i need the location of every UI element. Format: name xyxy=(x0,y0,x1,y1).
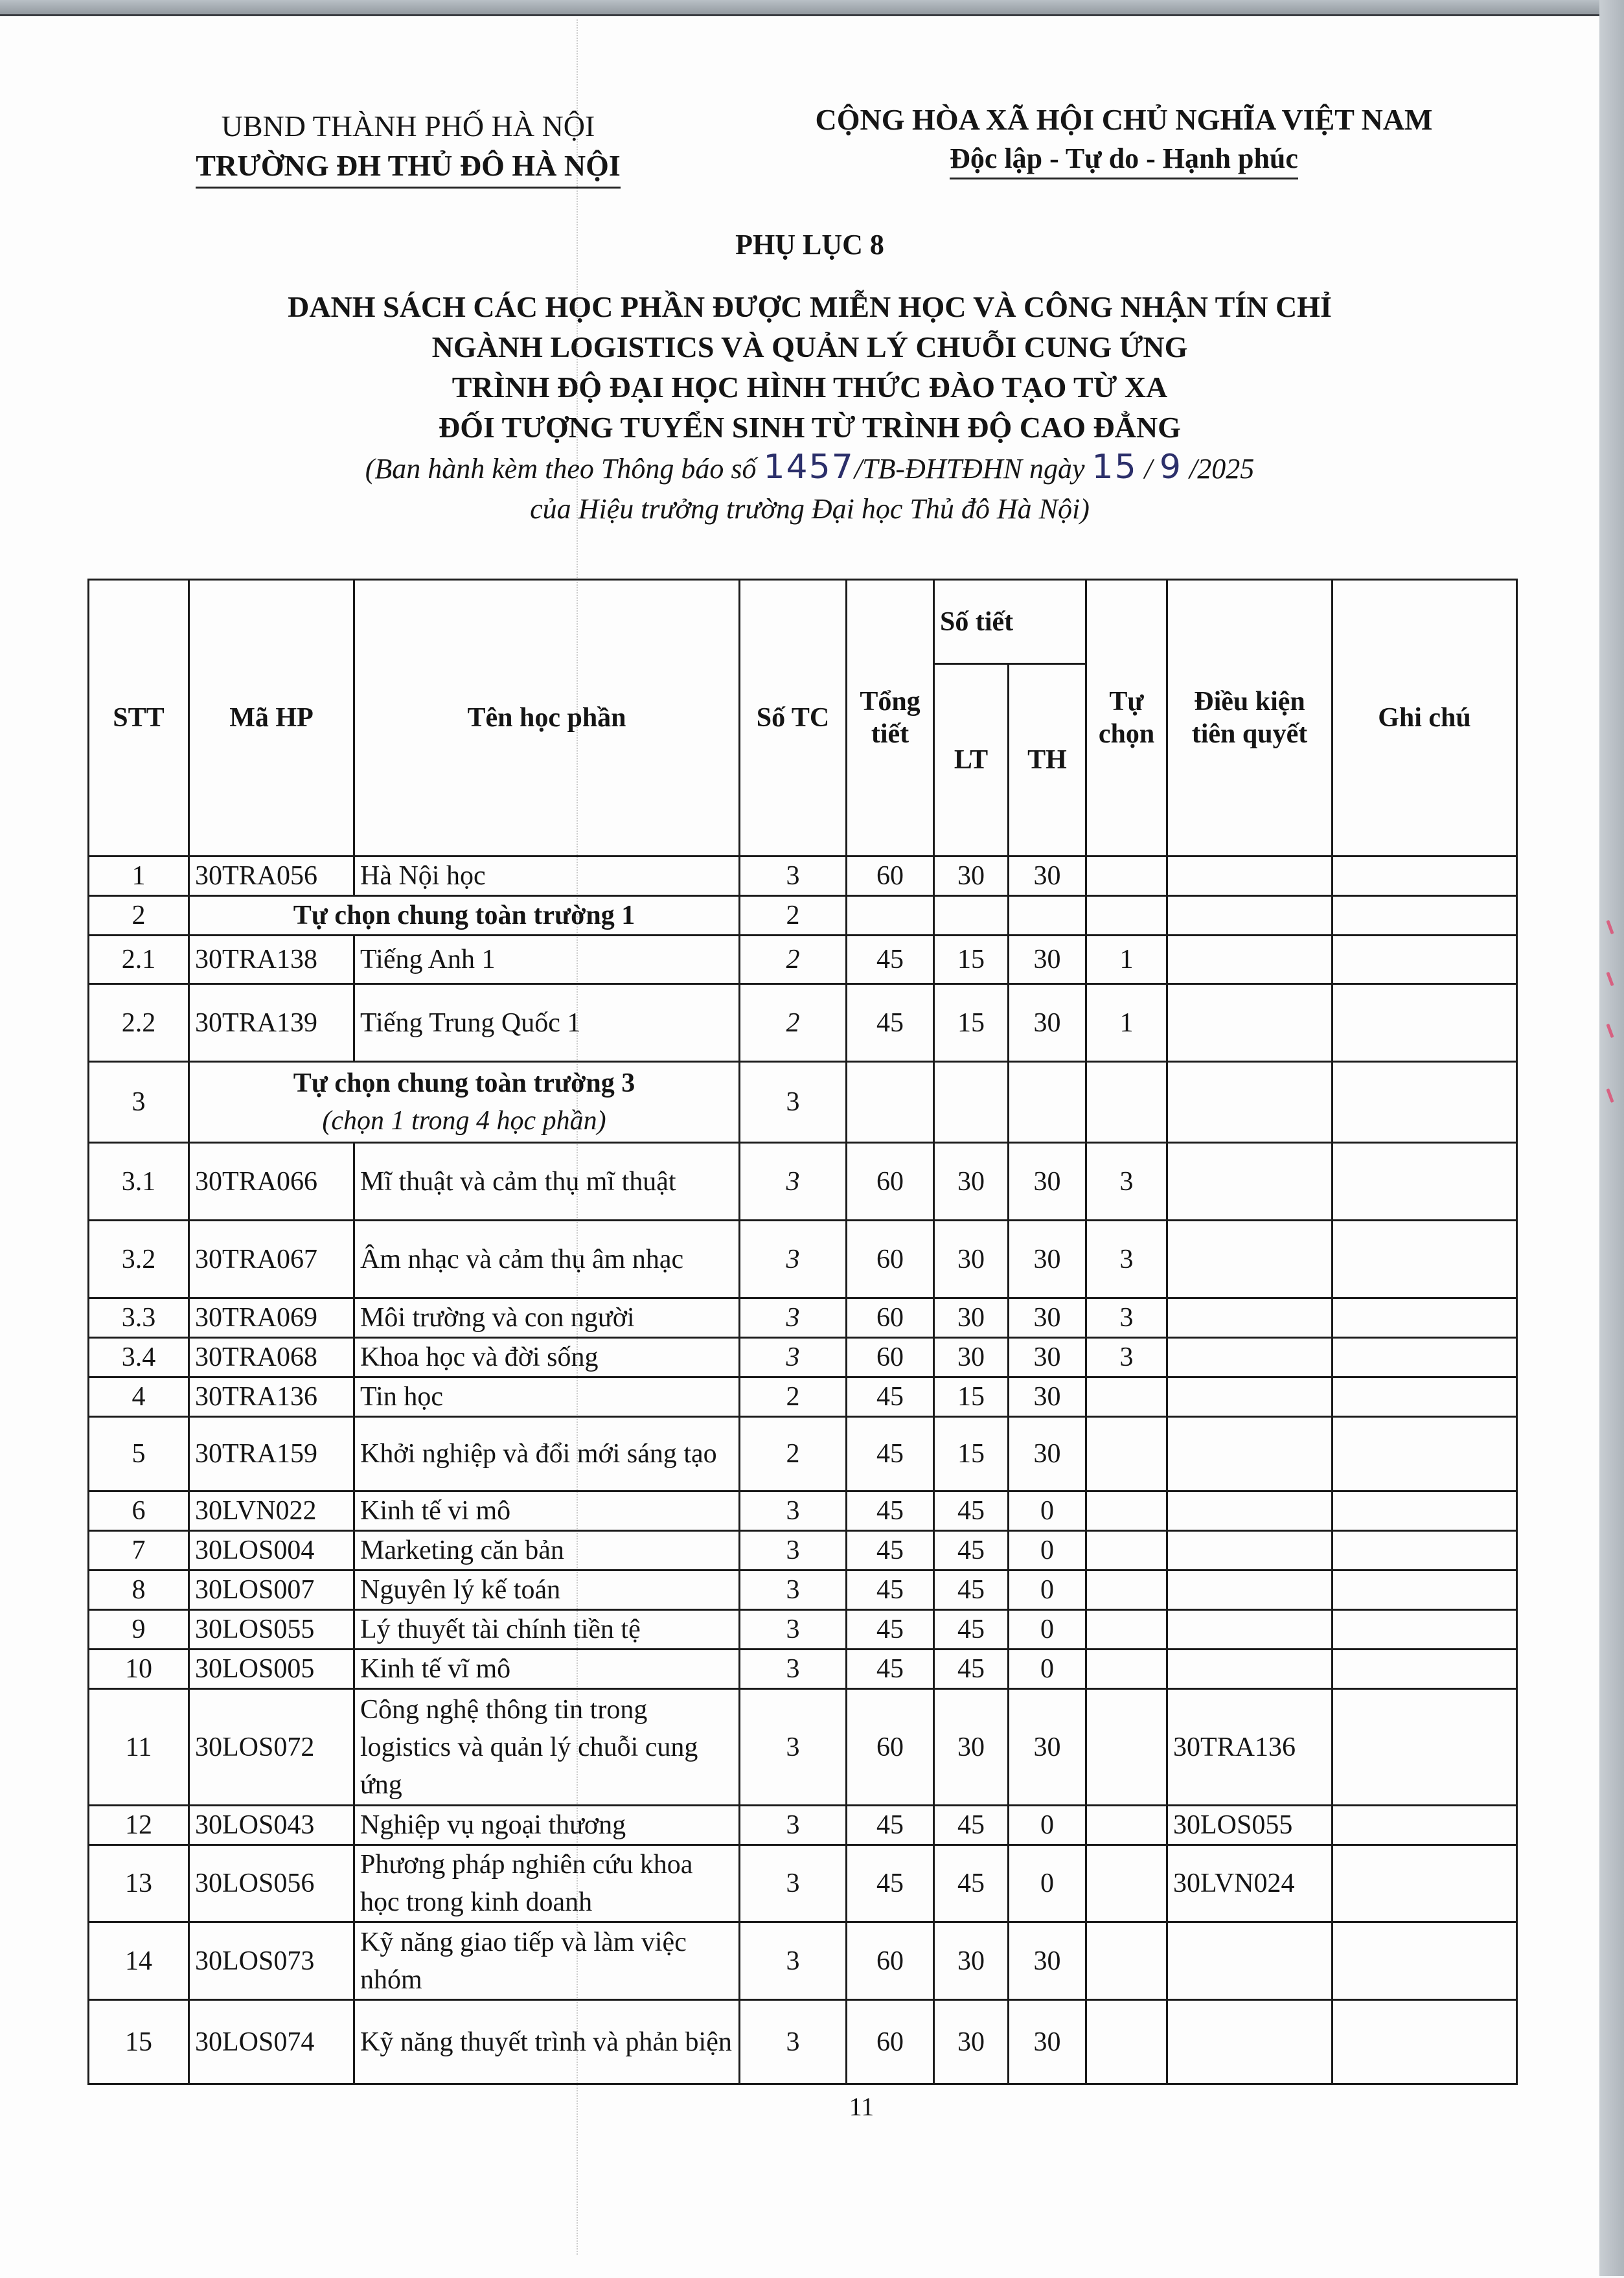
cell-lt: 45 xyxy=(934,1845,1009,1922)
table-row xyxy=(89,857,1517,896)
issued-line-2: của Hiệu trưởng trường Đại học Thủ đô Hà Nội) xyxy=(530,493,1090,525)
cell-lt: 30 xyxy=(934,1338,1009,1377)
cell-elective xyxy=(1086,1377,1167,1417)
cell-total: 60 xyxy=(847,1221,934,1298)
cell-prereq xyxy=(1167,896,1332,936)
cell-credits: 2 xyxy=(740,896,847,936)
national-motto xyxy=(758,102,1490,179)
cell-lt: 45 xyxy=(934,1570,1009,1610)
issuance-note xyxy=(194,447,1425,529)
header-th: TH xyxy=(1009,664,1086,857)
cell-credits: 3 xyxy=(740,857,847,896)
cell-total: 45 xyxy=(847,1610,934,1650)
cell-stt: 12 xyxy=(89,1806,189,1845)
cell-stt: 3.4 xyxy=(89,1338,189,1377)
cell-prereq xyxy=(1167,984,1332,1062)
cell-prereq xyxy=(1167,1570,1332,1610)
cell-total: 45 xyxy=(847,1491,934,1531)
cell-credits: 3 xyxy=(740,1806,847,1845)
header-code: Mã HP xyxy=(189,580,354,857)
cell-code: 30TRA069 xyxy=(189,1298,354,1338)
cell-name: Nghiệp vụ ngoại thương xyxy=(354,1806,740,1845)
cell-stt: 14 xyxy=(89,1922,189,2000)
cell-th: 0 xyxy=(1009,1531,1086,1570)
cell-code: 30LOS072 xyxy=(189,1689,354,1806)
cell-elective xyxy=(1086,1650,1167,1689)
cell-lt: 30 xyxy=(934,1143,1009,1221)
cell-th: 30 xyxy=(1009,1221,1086,1298)
cell-th: 30 xyxy=(1009,857,1086,896)
cell-name: Phương pháp nghiên cứu khoa học trong kinh doanh xyxy=(354,1845,740,1922)
header-lt: LT xyxy=(934,664,1009,857)
cell-note xyxy=(1332,1491,1517,1531)
cell-total: 45 xyxy=(847,1417,934,1491)
table-row xyxy=(89,1845,1517,1922)
cell-stt: 1 xyxy=(89,857,189,896)
cell-code: 30LOS074 xyxy=(189,2000,354,2084)
cell-prereq xyxy=(1167,1143,1332,1221)
cell-prereq xyxy=(1167,1417,1332,1491)
cell-lt: 45 xyxy=(934,1531,1009,1570)
group-title: Tự chọn chung toàn trường 1 xyxy=(293,901,635,930)
cell-group-title xyxy=(189,896,740,936)
cell-elective: 3 xyxy=(1086,1143,1167,1221)
cell-name: Lý thuyết tài chính tiền tệ xyxy=(354,1610,740,1650)
cell-credits: 3 xyxy=(740,1689,847,1806)
cell-th: 0 xyxy=(1009,1610,1086,1650)
cell-code: 30TRA066 xyxy=(189,1143,354,1221)
cell-th: 30 xyxy=(1009,1417,1086,1491)
cell-prereq xyxy=(1167,1298,1332,1338)
cell-name: Khởi nghiệp và đổi mới sáng tạo xyxy=(354,1417,740,1491)
cell-stt: 13 xyxy=(89,1845,189,1922)
cell-total: 45 xyxy=(847,984,934,1062)
cell-code: 30TRA138 xyxy=(189,936,354,984)
cell-code: 30LOS007 xyxy=(189,1570,354,1610)
issued-year: /2025 xyxy=(1189,453,1255,485)
course-table xyxy=(87,579,1518,2085)
table-row xyxy=(89,1143,1517,1221)
authority-line-2: TRƯỜNG ĐH THỦ ĐÔ HÀ NỘI xyxy=(196,148,621,189)
cell-stt: 2 xyxy=(89,896,189,936)
cell-stt: 6 xyxy=(89,1491,189,1531)
cell-credits: 2 xyxy=(740,984,847,1062)
cell-code: 30TRA139 xyxy=(189,984,354,1062)
motto: Độc lập - Tự do - Hạnh phúc xyxy=(950,142,1298,179)
table-row xyxy=(89,1689,1517,1806)
document-title xyxy=(194,228,1425,448)
cell-name: Tiếng Anh 1 xyxy=(354,936,740,984)
cell-elective: 3 xyxy=(1086,1298,1167,1338)
cell-group-title xyxy=(189,1062,740,1143)
issuing-authority xyxy=(162,109,654,189)
cell-name: Hà Nội học xyxy=(354,857,740,896)
cell-code: 30TRA056 xyxy=(189,857,354,896)
header-elective: Tự chọn xyxy=(1086,580,1167,857)
cell-stt: 8 xyxy=(89,1570,189,1610)
cell-total: 45 xyxy=(847,936,934,984)
cell-total: 60 xyxy=(847,2000,934,2084)
cell-elective xyxy=(1086,1491,1167,1531)
cell-note xyxy=(1332,1650,1517,1689)
cell-note xyxy=(1332,1531,1517,1570)
cell-prereq xyxy=(1167,1531,1332,1570)
cell-credits: 3 xyxy=(740,1650,847,1689)
cell-stt: 11 xyxy=(89,1689,189,1806)
cell-note xyxy=(1332,1298,1517,1338)
cell-total: 60 xyxy=(847,857,934,896)
title-line-3: TRÌNH ĐỘ ĐẠI HỌC HÌNH THỨC ĐÀO TẠO TỪ XA xyxy=(452,371,1168,404)
cell-note xyxy=(1332,896,1517,936)
cell-elective xyxy=(1086,1570,1167,1610)
cell-note xyxy=(1332,1689,1517,1806)
cell-total: 60 xyxy=(847,1143,934,1221)
title-line-4: ĐỐI TƯỢNG TUYỂN SINH TỪ TRÌNH ĐỘ CAO ĐẲNG xyxy=(439,411,1181,444)
cell-th: 0 xyxy=(1009,1491,1086,1531)
cell-elective xyxy=(1086,896,1167,936)
cell-prereq xyxy=(1167,857,1332,896)
cell-code: 30TRA136 xyxy=(189,1377,354,1417)
table-row xyxy=(89,1610,1517,1650)
cell-stt: 3.1 xyxy=(89,1143,189,1221)
cell-total: 60 xyxy=(847,1338,934,1377)
cell-prereq xyxy=(1167,1610,1332,1650)
table-row xyxy=(89,2000,1517,2084)
cell-elective xyxy=(1086,1922,1167,2000)
cell-prereq xyxy=(1167,1491,1332,1531)
cell-lt: 30 xyxy=(934,1689,1009,1806)
cell-code: 30LOS004 xyxy=(189,1531,354,1570)
table-row xyxy=(89,1338,1517,1377)
issued-sep: / xyxy=(1144,453,1152,485)
cell-note xyxy=(1332,984,1517,1062)
cell-code: 30TRA068 xyxy=(189,1338,354,1377)
scan-border-top xyxy=(0,0,1624,16)
cell-stt: 2.1 xyxy=(89,936,189,984)
handwritten-notice-number: 1457 xyxy=(763,448,854,487)
cell-lt: 15 xyxy=(934,936,1009,984)
cell-elective xyxy=(1086,1845,1167,1922)
cell-credits: 3 xyxy=(740,1570,847,1610)
cell-th: 30 xyxy=(1009,1377,1086,1417)
cell-stt: 3.3 xyxy=(89,1298,189,1338)
cell-credits: 2 xyxy=(740,1377,847,1417)
cell-total xyxy=(847,896,934,936)
cell-name: Kinh tế vĩ mô xyxy=(354,1650,740,1689)
cell-code: 30LVN022 xyxy=(189,1491,354,1531)
cell-name: Môi trường và con người xyxy=(354,1298,740,1338)
cell-lt: 15 xyxy=(934,1417,1009,1491)
group-subtitle: (chọn 1 trong 4 học phần) xyxy=(322,1106,606,1136)
cell-prereq: 30TRA136 xyxy=(1167,1689,1332,1806)
cell-th: 30 xyxy=(1009,1689,1086,1806)
cell-name: Tiếng Trung Quốc 1 xyxy=(354,984,740,1062)
cell-elective xyxy=(1086,1062,1167,1143)
cell-total xyxy=(847,1062,934,1143)
cell-th: 30 xyxy=(1009,1338,1086,1377)
cell-lt: 30 xyxy=(934,1221,1009,1298)
cell-stt: 2.2 xyxy=(89,984,189,1062)
cell-stt: 7 xyxy=(89,1531,189,1570)
header-prereq: Điều kiện tiên quyết xyxy=(1167,580,1332,857)
cell-th: 0 xyxy=(1009,1806,1086,1845)
cell-credits: 3 xyxy=(740,1531,847,1570)
cell-lt: 45 xyxy=(934,1650,1009,1689)
scan-border-right xyxy=(1599,0,1624,2276)
cell-lt: 15 xyxy=(934,1377,1009,1417)
cell-credits: 3 xyxy=(740,1491,847,1531)
cell-name: Công nghệ thông tin trong logistics và quản lý chuỗi cung ứng xyxy=(354,1689,740,1806)
cell-prereq xyxy=(1167,1221,1332,1298)
group-title: Tự chọn chung toàn trường 3 xyxy=(293,1068,635,1098)
table-row xyxy=(89,1491,1517,1531)
cell-th: 30 xyxy=(1009,936,1086,984)
cell-th: 30 xyxy=(1009,1143,1086,1221)
cell-total: 60 xyxy=(847,1689,934,1806)
cell-prereq xyxy=(1167,1338,1332,1377)
cell-stt: 10 xyxy=(89,1650,189,1689)
cell-th: 30 xyxy=(1009,2000,1086,2084)
cell-credits: 2 xyxy=(740,936,847,984)
cell-total: 45 xyxy=(847,1377,934,1417)
cell-total: 45 xyxy=(847,1570,934,1610)
cell-name: Khoa học và đời sống xyxy=(354,1338,740,1377)
cell-th: 0 xyxy=(1009,1570,1086,1610)
cell-th xyxy=(1009,1062,1086,1143)
cell-name: Kinh tế vi mô xyxy=(354,1491,740,1531)
cell-total: 45 xyxy=(847,1845,934,1922)
table-row xyxy=(89,1650,1517,1689)
cell-elective xyxy=(1086,1417,1167,1491)
cell-stt: 3.2 xyxy=(89,1221,189,1298)
cell-code: 30LOS005 xyxy=(189,1650,354,1689)
cell-prereq xyxy=(1167,936,1332,984)
cell-name: Kỹ năng thuyết trình và phản biện xyxy=(354,2000,740,2084)
header-periods: Số tiết xyxy=(934,580,1086,664)
cell-note xyxy=(1332,936,1517,984)
appendix-label: PHỤ LỤC 8 xyxy=(735,229,884,260)
cell-lt: 45 xyxy=(934,1806,1009,1845)
cell-stt: 15 xyxy=(89,2000,189,2084)
cell-stt: 5 xyxy=(89,1417,189,1491)
issued-mid: /TB-ĐHTĐHN ngày xyxy=(854,453,1085,485)
cell-lt: 30 xyxy=(934,1298,1009,1338)
cell-note xyxy=(1332,1143,1517,1221)
handwritten-month: 9 xyxy=(1159,448,1182,487)
cell-note xyxy=(1332,1570,1517,1610)
cell-credits: 3 xyxy=(740,1062,847,1143)
cell-name: Mĩ thuật và cảm thụ mĩ thuật xyxy=(354,1143,740,1221)
title-line-1: DANH SÁCH CÁC HỌC PHẦN ĐƯỢC MIỄN HỌC VÀ CÔNG NHẬN TÍN CHỈ xyxy=(288,290,1332,323)
cell-code: 30TRA067 xyxy=(189,1221,354,1298)
cell-elective: 1 xyxy=(1086,984,1167,1062)
table-row xyxy=(89,1570,1517,1610)
cell-total: 60 xyxy=(847,1298,934,1338)
cell-th: 30 xyxy=(1009,1922,1086,2000)
cell-note xyxy=(1332,1338,1517,1377)
country-name: CỘNG HÒA XÃ HỘI CHỦ NGHĨA VIỆT NAM xyxy=(815,103,1433,136)
cell-elective xyxy=(1086,857,1167,896)
cell-credits: 2 xyxy=(740,1417,847,1491)
cell-note xyxy=(1332,857,1517,896)
header-name: Tên học phần xyxy=(354,580,740,857)
cell-elective xyxy=(1086,1610,1167,1650)
cell-note xyxy=(1332,1417,1517,1491)
cell-th: 30 xyxy=(1009,984,1086,1062)
cell-name: Marketing căn bản xyxy=(354,1531,740,1570)
cell-credits: 3 xyxy=(740,1338,847,1377)
cell-prereq xyxy=(1167,2000,1332,2084)
cell-code: 30LOS043 xyxy=(189,1806,354,1845)
cell-name: Nguyên lý kế toán xyxy=(354,1570,740,1610)
cell-note xyxy=(1332,1845,1517,1922)
cell-name: Kỹ năng giao tiếp và làm việc nhóm xyxy=(354,1922,740,2000)
cell-stt: 9 xyxy=(89,1610,189,1650)
cell-prereq xyxy=(1167,1062,1332,1143)
cell-elective xyxy=(1086,1531,1167,1570)
title-line-2: NGÀNH LOGISTICS VÀ QUẢN LÝ CHUỖI CUNG ỨNG xyxy=(431,330,1188,363)
page-number: 11 xyxy=(849,2092,875,2121)
cell-credits: 3 xyxy=(740,1922,847,2000)
cell-credits: 3 xyxy=(740,2000,847,2084)
cell-code: 30LOS073 xyxy=(189,1922,354,2000)
cell-note xyxy=(1332,2000,1517,2084)
cell-name: Âm nhạc và cảm thụ âm nhạc xyxy=(354,1221,740,1298)
cell-credits: 3 xyxy=(740,1221,847,1298)
cell-credits: 3 xyxy=(740,1845,847,1922)
cell-stt: 4 xyxy=(89,1377,189,1417)
cell-lt xyxy=(934,1062,1009,1143)
cell-elective xyxy=(1086,1689,1167,1806)
table-row xyxy=(89,1298,1517,1338)
table-row xyxy=(89,984,1517,1062)
cell-stt: 3 xyxy=(89,1062,189,1143)
cell-total: 45 xyxy=(847,1806,934,1845)
cell-lt: 30 xyxy=(934,1922,1009,2000)
issued-prefix: (Ban hành kèm theo Thông báo số xyxy=(365,453,757,485)
handwritten-day: 15 xyxy=(1092,448,1138,487)
cell-lt: 45 xyxy=(934,1610,1009,1650)
cell-code: 30LOS056 xyxy=(189,1845,354,1922)
table-group-row xyxy=(89,1062,1517,1143)
cell-prereq: 30LOS055 xyxy=(1167,1806,1332,1845)
cell-elective: 3 xyxy=(1086,1338,1167,1377)
cell-lt: 45 xyxy=(934,1491,1009,1531)
cell-credits: 3 xyxy=(740,1610,847,1650)
cell-th: 0 xyxy=(1009,1650,1086,1689)
cell-total: 60 xyxy=(847,1922,934,2000)
table-row xyxy=(89,1417,1517,1491)
cell-prereq xyxy=(1167,1922,1332,2000)
cell-th xyxy=(1009,896,1086,936)
table-row xyxy=(89,1806,1517,1845)
header-total: Tổng tiết xyxy=(847,580,934,857)
cell-code: 30TRA159 xyxy=(189,1417,354,1491)
cell-elective xyxy=(1086,1806,1167,1845)
cell-name: Tin học xyxy=(354,1377,740,1417)
authority-line-1: UBND THÀNH PHỐ HÀ NỘI xyxy=(221,109,595,143)
cell-note xyxy=(1332,1922,1517,2000)
cell-note xyxy=(1332,1062,1517,1143)
cell-credits: 3 xyxy=(740,1298,847,1338)
cell-prereq: 30LVN024 xyxy=(1167,1845,1332,1922)
table-row xyxy=(89,1531,1517,1570)
cell-lt: 30 xyxy=(934,2000,1009,2084)
header-credits: Số TC xyxy=(740,580,847,857)
cell-note xyxy=(1332,1610,1517,1650)
header-note: Ghi chú xyxy=(1332,580,1517,857)
table-row xyxy=(89,936,1517,984)
cell-lt: 30 xyxy=(934,857,1009,896)
table-row xyxy=(89,1221,1517,1298)
cell-note xyxy=(1332,1377,1517,1417)
table-row xyxy=(89,1922,1517,2000)
cell-th: 30 xyxy=(1009,1298,1086,1338)
table-group-row xyxy=(89,896,1517,936)
cell-note xyxy=(1332,1806,1517,1845)
cell-note xyxy=(1332,1221,1517,1298)
cell-prereq xyxy=(1167,1650,1332,1689)
cell-elective: 1 xyxy=(1086,936,1167,984)
cell-th: 0 xyxy=(1009,1845,1086,1922)
cell-elective xyxy=(1086,2000,1167,2084)
cell-total: 45 xyxy=(847,1531,934,1570)
cell-prereq xyxy=(1167,1377,1332,1417)
cell-total: 45 xyxy=(847,1650,934,1689)
cell-lt xyxy=(934,896,1009,936)
cell-code: 30LOS055 xyxy=(189,1610,354,1650)
cell-elective: 3 xyxy=(1086,1221,1167,1298)
table-row xyxy=(89,1377,1517,1417)
header-stt: STT xyxy=(89,580,189,857)
cell-credits: 3 xyxy=(740,1143,847,1221)
cell-lt: 15 xyxy=(934,984,1009,1062)
